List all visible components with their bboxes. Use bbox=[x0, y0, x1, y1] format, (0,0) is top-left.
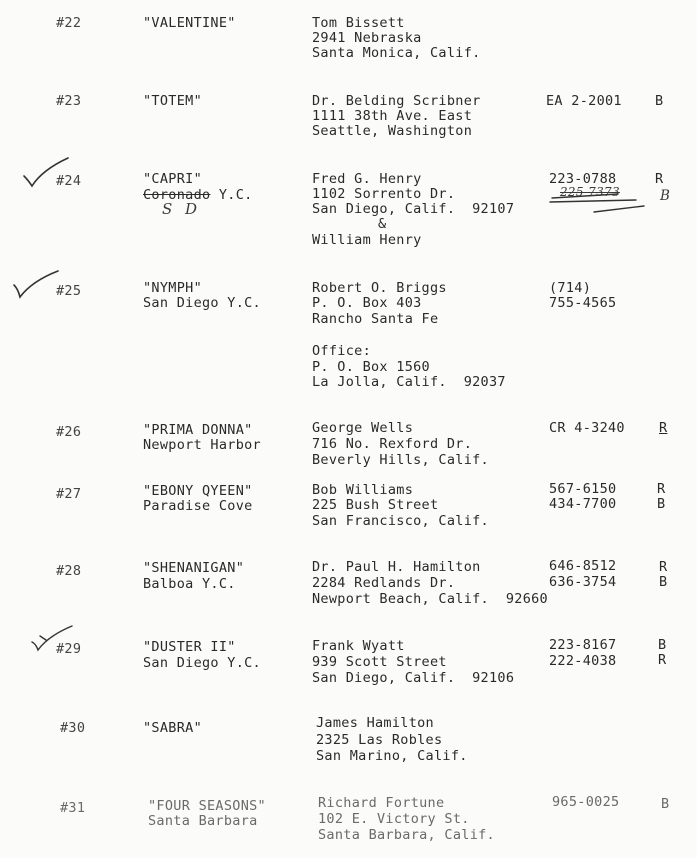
entry-number: #29 bbox=[56, 641, 82, 657]
club-suffix: Y.C. bbox=[210, 187, 253, 203]
owner-line: 2284 Redlands Dr. bbox=[312, 575, 456, 591]
owner-line: 1102 Sorrento Dr. bbox=[312, 186, 456, 202]
owner-line: San Francisco, Calif. bbox=[312, 513, 489, 529]
entry-number: #23 bbox=[56, 93, 82, 109]
status-code: R bbox=[659, 559, 668, 575]
owner-line: Dr. Paul H. Hamilton bbox=[312, 559, 481, 575]
owner-line: 716 No. Rexford Dr. bbox=[312, 436, 473, 452]
owner-line: Fred G. Henry bbox=[312, 171, 422, 187]
owner-line: 2325 Las Robles bbox=[316, 732, 443, 748]
status-code: B bbox=[658, 637, 667, 653]
boat-name: "CAPRI" bbox=[143, 171, 202, 187]
owner-line: Office: bbox=[312, 343, 371, 359]
owner-line: 1111 38th Ave. East bbox=[312, 108, 473, 124]
owner-line: Santa Monica, Calif. bbox=[312, 45, 481, 61]
scribble-mark bbox=[548, 188, 638, 218]
phone-number: (714) bbox=[549, 280, 592, 296]
owner-line: 2941 Nebraska bbox=[312, 30, 422, 46]
owner-line: San Marino, Calif. bbox=[316, 748, 468, 764]
entry-number: #24 bbox=[56, 173, 82, 189]
phone-number: 567-6150 bbox=[549, 481, 617, 497]
phone-number: 755-4565 bbox=[549, 295, 617, 311]
status-code: R bbox=[658, 652, 667, 668]
boat-name: "VALENTINE" bbox=[143, 15, 236, 31]
boat-name: "TOTEM" bbox=[143, 93, 202, 109]
owner-line: Tom Bissett bbox=[312, 15, 405, 31]
owner-line: P. O. Box 1560 bbox=[312, 359, 430, 375]
phone-number: 222-4038 bbox=[549, 653, 617, 669]
owner-line: & bbox=[378, 216, 387, 232]
owner-line: 939 Scott Street bbox=[312, 654, 447, 670]
phone-number: 646-8512 bbox=[549, 558, 617, 574]
owner-line: Robert O. Briggs bbox=[312, 280, 447, 296]
status-code: B bbox=[657, 496, 666, 512]
owner-line: Dr. Belding Scribner bbox=[312, 93, 481, 109]
boat-name: "NYMPH" bbox=[143, 280, 202, 296]
entry-number: #31 bbox=[60, 800, 86, 816]
phone-number: 965-0025 bbox=[552, 794, 620, 810]
entry-number: #25 bbox=[56, 283, 82, 299]
owner-line: Santa Barbara, Calif. bbox=[318, 827, 495, 843]
owner-line: William Henry bbox=[312, 232, 422, 248]
owner-line: Seattle, Washington bbox=[312, 123, 473, 139]
owner-line: Beverly Hills, Calif. bbox=[312, 452, 489, 468]
owner-line: Frank Wyatt bbox=[312, 638, 405, 654]
owner-line: Richard Fortune bbox=[318, 795, 445, 811]
boat-name: "SHENANIGAN" bbox=[143, 560, 245, 576]
club-name: San Diego Y.C. bbox=[143, 295, 261, 311]
club-name: San Diego Y.C. bbox=[143, 655, 261, 671]
owner-line: 102 E. Victory St. bbox=[318, 811, 470, 827]
owner-line: San Diego, Calif. 92107 bbox=[312, 201, 515, 217]
phone-number: 223-0788 bbox=[549, 171, 617, 187]
phone-number: 223-8167 bbox=[549, 637, 617, 653]
club-struck: Coronado bbox=[143, 187, 211, 203]
entry-number: #27 bbox=[56, 486, 82, 502]
entry-number: #28 bbox=[56, 563, 82, 579]
boat-name: "FOUR SEASONS" bbox=[148, 798, 266, 814]
status-code: R bbox=[655, 171, 664, 187]
entry-number: #30 bbox=[60, 720, 86, 736]
status-code: B bbox=[655, 93, 664, 109]
club-name: Balboa Y.C. bbox=[143, 576, 236, 592]
phone-handwritten: 225-7373 bbox=[560, 185, 620, 199]
status-code: B bbox=[659, 574, 668, 590]
code-handwritten: B bbox=[660, 188, 671, 204]
boat-name: "PRIMA DONNA" bbox=[143, 422, 253, 438]
owner-line: George Wells bbox=[312, 420, 414, 436]
club-handwritten: S D bbox=[162, 200, 202, 218]
owner-line: Rancho Santa Fe bbox=[312, 311, 439, 327]
phone-number: 434-7700 bbox=[549, 496, 617, 512]
owner-line: James Hamilton bbox=[316, 715, 434, 731]
owner-line: Bob Williams bbox=[312, 482, 414, 498]
status-code: B bbox=[661, 796, 670, 812]
club-name: Newport Harbor bbox=[143, 437, 261, 453]
checkmark-icon bbox=[12, 271, 62, 303]
phone-number: 636-3754 bbox=[549, 574, 617, 590]
owner-line: La Jolla, Calif. 92037 bbox=[312, 374, 506, 390]
boat-name: "SABRA" bbox=[143, 720, 202, 736]
status-code: R bbox=[659, 420, 668, 436]
entry-number: #22 bbox=[56, 15, 82, 31]
owner-line: 225 Bush Street bbox=[312, 497, 439, 513]
entry-number: #26 bbox=[56, 424, 82, 440]
boat-name: "DUSTER II" bbox=[143, 639, 236, 655]
phone-number: CR 4-3240 bbox=[549, 420, 625, 436]
owner-line: P. O. Box 403 bbox=[312, 295, 422, 311]
club-name: Paradise Cove bbox=[143, 498, 253, 514]
owner-line: San Diego, Calif. 92106 bbox=[312, 670, 515, 686]
phone-number: EA 2-2001 bbox=[546, 93, 622, 109]
owner-line: Newport Beach, Calif. 92660 bbox=[312, 591, 548, 607]
club-name: Santa Barbara bbox=[148, 813, 258, 829]
boat-name: "EBONY QYEEN" bbox=[143, 483, 253, 499]
status-code: R bbox=[657, 481, 666, 497]
